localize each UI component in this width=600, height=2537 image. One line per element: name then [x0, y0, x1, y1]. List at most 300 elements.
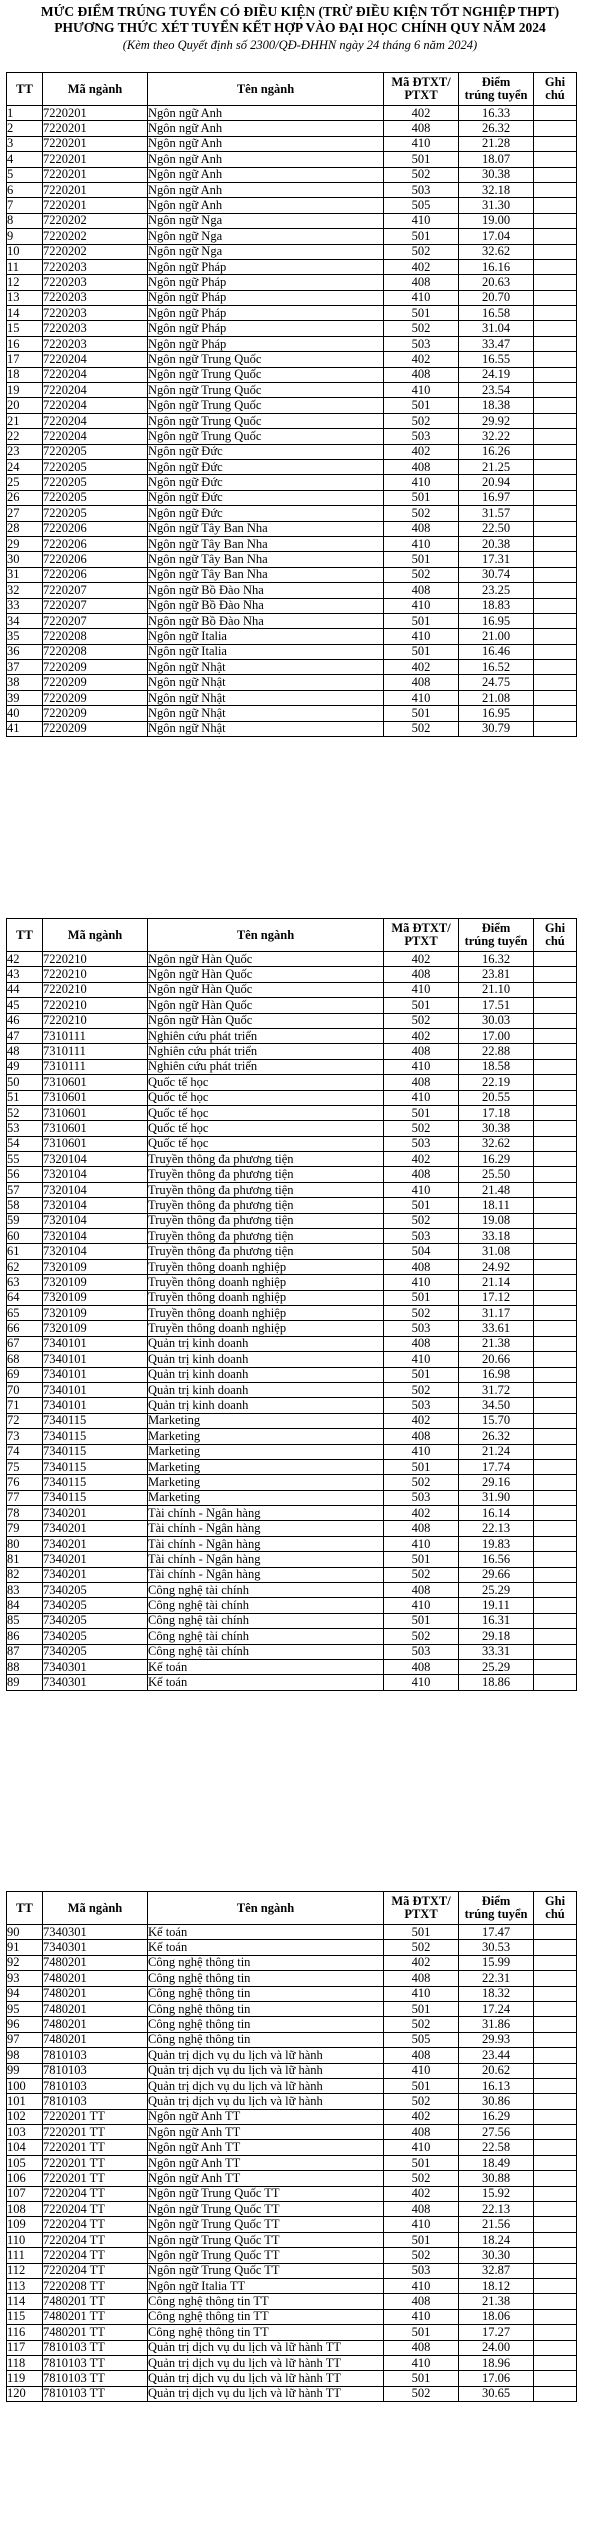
cell-diem: 17.51 — [459, 998, 534, 1013]
cell-ma-nganh: 7810103 TT — [43, 2386, 148, 2401]
cell-ghi-chu — [534, 1583, 577, 1598]
cell-ma-dtxt: 505 — [384, 2032, 459, 2047]
cell-ma-nganh: 7340101 — [43, 1398, 148, 1413]
cell-ma-dtxt: 402 — [384, 1152, 459, 1167]
cell-ma-nganh: 7320104 — [43, 1229, 148, 1244]
cell-diem: 18.24 — [459, 2232, 534, 2247]
cell-ghi-chu — [534, 967, 577, 982]
cell-ten-nganh: Ngôn ngữ Trung Quốc TT — [148, 2248, 384, 2263]
cell-diem: 30.74 — [459, 567, 534, 582]
cell-tt: 84 — [7, 1598, 43, 1613]
cell-ma-nganh: 7310111 — [43, 1059, 148, 1074]
cell-ma-nganh: 7220203 — [43, 259, 148, 274]
cell-ma-nganh: 7220205 — [43, 475, 148, 490]
cell-ghi-chu — [534, 1925, 577, 1940]
cell-ghi-chu — [534, 2171, 577, 2186]
cell-tt: 63 — [7, 1275, 43, 1290]
cell-diem: 26.32 — [459, 1429, 534, 1444]
cell-ten-nganh: Tài chính - Ngân hàng — [148, 1506, 384, 1521]
cell-ma-dtxt: 410 — [384, 690, 459, 705]
cell-ma-dtxt: 408 — [384, 367, 459, 382]
cell-tt: 91 — [7, 1940, 43, 1955]
cell-ma-dtxt: 501 — [384, 1367, 459, 1382]
cell-ghi-chu — [534, 2202, 577, 2217]
cell-ghi-chu — [534, 475, 577, 490]
cell-ghi-chu — [534, 1321, 577, 1336]
header-ghi-chu-text: chú — [545, 1907, 565, 1921]
cell-diem: 29.92 — [459, 413, 534, 428]
cell-ghi-chu — [534, 1213, 577, 1228]
cell-ma-nganh: 7340205 — [43, 1613, 148, 1628]
cell-ma-nganh: 7320104 — [43, 1167, 148, 1182]
header-ma-dtxt-text: PTXT — [404, 934, 438, 948]
cell-ma-nganh: 7340205 — [43, 1583, 148, 1598]
header-diem — [459, 1892, 534, 1925]
table-row — [7, 1090, 577, 1105]
cell-diem: 33.47 — [459, 336, 534, 351]
cell-ten-nganh: Truyền thông đa phương tiện — [148, 1229, 384, 1244]
cell-diem: 17.31 — [459, 552, 534, 567]
cell-ma-dtxt: 501 — [384, 2371, 459, 2386]
cell-ma-nganh: 7220209 — [43, 675, 148, 690]
table-row — [7, 398, 577, 413]
table-row — [7, 367, 577, 382]
cell-ten-nganh: Ngôn ngữ Anh — [148, 182, 384, 197]
cell-ma-nganh: 7340201 — [43, 1521, 148, 1536]
table-row — [7, 2048, 577, 2063]
cell-ghi-chu — [534, 1075, 577, 1090]
cell-ten-nganh: Ngôn ngữ Trung Quốc TT — [148, 2263, 384, 2278]
cell-ma-nganh: 7320109 — [43, 1305, 148, 1320]
cell-ma-nganh: 7340201 — [43, 1552, 148, 1567]
cell-ten-nganh: Công nghệ thông tin TT — [148, 2294, 384, 2309]
cell-diem: 25.50 — [459, 1167, 534, 1182]
cell-ten-nganh: Ngôn ngữ Anh TT — [148, 2171, 384, 2186]
table-row — [7, 2355, 577, 2370]
table-row — [7, 475, 577, 490]
cell-ghi-chu — [534, 1352, 577, 1367]
cell-tt: 44 — [7, 982, 43, 997]
cell-diem: 25.29 — [459, 1659, 534, 1674]
cell-ma-dtxt: 410 — [384, 1090, 459, 1105]
cell-ma-nganh: 7480201 — [43, 2001, 148, 2016]
cell-ma-dtxt: 501 — [384, 2325, 459, 2340]
table-row — [7, 2325, 577, 2340]
cell-tt: 27 — [7, 506, 43, 521]
cell-tt: 33 — [7, 598, 43, 613]
cell-ten-nganh: Ngôn ngữ Hàn Quốc — [148, 952, 384, 967]
cell-ma-nganh: 7340301 — [43, 1940, 148, 1955]
cell-diem: 31.08 — [459, 1244, 534, 1259]
cell-diem: 20.63 — [459, 275, 534, 290]
cell-tt: 4 — [7, 152, 43, 167]
cell-ten-nganh: Ngôn ngữ Tây Ban Nha — [148, 536, 384, 551]
cell-diem: 21.08 — [459, 690, 534, 705]
table-row — [7, 213, 577, 228]
cell-ma-dtxt: 410 — [384, 2217, 459, 2232]
table-row — [7, 2063, 577, 2078]
cell-diem: 16.13 — [459, 2078, 534, 2093]
cell-ghi-chu — [534, 2063, 577, 2078]
cell-tt: 3 — [7, 136, 43, 151]
cell-tt: 5 — [7, 167, 43, 182]
cell-ten-nganh: Ngôn ngữ Tây Ban Nha — [148, 567, 384, 582]
cell-tt: 62 — [7, 1259, 43, 1274]
cell-tt: 42 — [7, 952, 43, 967]
cell-ma-dtxt: 410 — [384, 629, 459, 644]
table-row — [7, 2171, 577, 2186]
cell-diem: 30.53 — [459, 1940, 534, 1955]
table-row — [7, 1971, 577, 1986]
cell-diem: 22.13 — [459, 2202, 534, 2217]
header-ma-dtxt-text: PTXT — [404, 88, 438, 102]
cell-ten-nganh: Truyền thông doanh nghiệp — [148, 1305, 384, 1320]
cell-diem: 33.18 — [459, 1229, 534, 1244]
cell-ghi-chu — [534, 598, 577, 613]
cell-diem: 16.16 — [459, 259, 534, 274]
cell-tt: 41 — [7, 721, 43, 736]
cell-ma-dtxt: 502 — [384, 2094, 459, 2109]
table-row — [7, 536, 577, 551]
cell-ghi-chu — [534, 1229, 577, 1244]
cell-ten-nganh: Truyền thông đa phương tiện — [148, 1198, 384, 1213]
cell-ma-dtxt: 501 — [384, 152, 459, 167]
table-row — [7, 1552, 577, 1567]
cell-ma-dtxt: 502 — [384, 167, 459, 182]
cell-ma-dtxt: 402 — [384, 660, 459, 675]
cell-ten-nganh: Ngôn ngữ Bồ Đào Nha — [148, 613, 384, 628]
cell-diem: 24.00 — [459, 2340, 534, 2355]
cell-ten-nganh: Ngôn ngữ Pháp — [148, 259, 384, 274]
cell-ghi-chu — [534, 1305, 577, 1320]
cell-diem: 20.55 — [459, 1090, 534, 1105]
cell-diem: 16.46 — [459, 644, 534, 659]
cell-ghi-chu — [534, 1105, 577, 1120]
cell-tt: 87 — [7, 1644, 43, 1659]
title-line-1: MỨC ĐIỂM TRÚNG TUYỂN CÓ ĐIỀU KIỆN (TRỪ ĐIỀU KIỆN TỐT NGHIỆP THPT) — [40, 4, 560, 19]
cell-ma-dtxt: 408 — [384, 1044, 459, 1059]
cell-tt: 81 — [7, 1552, 43, 1567]
cell-ma-dtxt: 410 — [384, 1352, 459, 1367]
table-row — [7, 2140, 577, 2155]
cell-ghi-chu — [534, 982, 577, 997]
cell-ten-nganh: Kế toán — [148, 1659, 384, 1674]
cell-diem: 23.25 — [459, 583, 534, 598]
table-row — [7, 275, 577, 290]
cell-diem: 18.86 — [459, 1675, 534, 1690]
cell-ma-dtxt: 410 — [384, 2140, 459, 2155]
cell-ma-nganh: 7340205 — [43, 1629, 148, 1644]
cell-tt: 55 — [7, 1152, 43, 1167]
cell-ma-dtxt: 502 — [384, 1382, 459, 1397]
table-row — [7, 1398, 577, 1413]
cell-ma-nganh: 7220206 — [43, 567, 148, 582]
cell-ghi-chu — [534, 1659, 577, 1674]
cell-ten-nganh: Ngôn ngữ Đức — [148, 444, 384, 459]
table-row — [7, 1028, 577, 1043]
cell-ten-nganh: Nghiên cứu phát triển — [148, 1059, 384, 1074]
cell-ten-nganh: Công nghệ thông tin — [148, 2017, 384, 2032]
cell-ghi-chu — [534, 259, 577, 274]
table-row — [7, 167, 577, 182]
cell-diem: 16.56 — [459, 1552, 534, 1567]
cell-ten-nganh: Ngôn ngữ Đức — [148, 475, 384, 490]
cell-ma-nganh: 7220203 — [43, 306, 148, 321]
header-ma-dtxt-text: Mã ĐTXT/ — [391, 921, 451, 935]
cell-ten-nganh: Quốc tế học — [148, 1090, 384, 1105]
cell-tt: 101 — [7, 2094, 43, 2109]
cell-ma-dtxt: 408 — [384, 1167, 459, 1182]
cell-ma-nganh: 7340201 — [43, 1567, 148, 1582]
cell-ten-nganh: Công nghệ thông tin — [148, 2032, 384, 2047]
cell-tt: 11 — [7, 259, 43, 274]
cell-ma-nganh: 7340115 — [43, 1490, 148, 1505]
cell-ma-nganh: 7220201 — [43, 198, 148, 213]
cell-ghi-chu — [534, 1090, 577, 1105]
header-diem-text: Điểm — [481, 1894, 511, 1908]
cell-ghi-chu — [534, 182, 577, 197]
cell-ma-dtxt: 503 — [384, 1321, 459, 1336]
header-ghi-chu — [534, 1892, 577, 1925]
cell-ma-nganh: 7340205 — [43, 1598, 148, 1613]
table-row — [7, 1198, 577, 1213]
cell-ma-dtxt: 410 — [384, 383, 459, 398]
cell-ma-nganh: 7220202 — [43, 213, 148, 228]
cell-ghi-chu — [534, 367, 577, 382]
cell-ten-nganh: Công nghệ tài chính — [148, 1583, 384, 1598]
cell-ma-dtxt: 410 — [384, 536, 459, 551]
cell-ghi-chu — [534, 1598, 577, 1613]
cell-ten-nganh: Truyền thông doanh nghiệp — [148, 1290, 384, 1305]
cell-ghi-chu — [534, 1044, 577, 1059]
cell-ten-nganh: Ngôn ngữ Trung Quốc — [148, 352, 384, 367]
table-row — [7, 1182, 577, 1197]
table-row — [7, 690, 577, 705]
cell-ma-nganh: 7220210 — [43, 1013, 148, 1028]
cell-ma-nganh: 7220206 — [43, 536, 148, 551]
cell-ma-nganh: 7480201 — [43, 2032, 148, 2047]
cell-ten-nganh: Công nghệ tài chính — [148, 1598, 384, 1613]
cell-diem: 16.26 — [459, 444, 534, 459]
cell-tt: 92 — [7, 1955, 43, 1970]
cell-ten-nganh: Truyền thông đa phương tiện — [148, 1182, 384, 1197]
cell-ma-dtxt: 408 — [384, 2048, 459, 2063]
cell-ten-nganh: Quản trị kinh doanh — [148, 1336, 384, 1351]
cell-ma-dtxt: 408 — [384, 1971, 459, 1986]
cell-ma-dtxt: 410 — [384, 475, 459, 490]
cell-diem: 18.58 — [459, 1059, 534, 1074]
cell-tt: 112 — [7, 2263, 43, 2278]
cell-ten-nganh: Ngôn ngữ Bồ Đào Nha — [148, 583, 384, 598]
cell-tt: 17 — [7, 352, 43, 367]
header-ghi-chu-text: chú — [545, 88, 565, 102]
cell-ma-nganh: 7480201 TT — [43, 2309, 148, 2324]
cell-diem: 32.18 — [459, 182, 534, 197]
table-row — [7, 1675, 577, 1690]
cell-tt: 14 — [7, 306, 43, 321]
admission-table-3 — [6, 1891, 577, 2402]
cell-diem: 20.38 — [459, 536, 534, 551]
cell-diem: 18.07 — [459, 152, 534, 167]
cell-diem: 16.31 — [459, 1613, 534, 1628]
cell-ma-dtxt: 408 — [384, 121, 459, 136]
cell-ghi-chu — [534, 1475, 577, 1490]
cell-ghi-chu — [534, 244, 577, 259]
cell-diem: 19.00 — [459, 213, 534, 228]
table-row — [7, 629, 577, 644]
cell-ten-nganh: Ngôn ngữ Anh — [148, 152, 384, 167]
header-ma-nganh-text: Mã ngành — [67, 81, 123, 96]
cell-ma-dtxt: 501 — [384, 229, 459, 244]
cell-ma-nganh: 7220210 — [43, 998, 148, 1013]
cell-tt: 94 — [7, 1986, 43, 2001]
cell-ma-dtxt: 501 — [384, 1290, 459, 1305]
cell-diem: 30.38 — [459, 1121, 534, 1136]
cell-tt: 103 — [7, 2125, 43, 2140]
header-ghi-chu-text: Ghi — [544, 1894, 566, 1908]
cell-diem: 21.48 — [459, 1182, 534, 1197]
table-row — [7, 1986, 577, 2001]
cell-ma-nganh: 7340101 — [43, 1382, 148, 1397]
cell-ten-nganh: Công nghệ tài chính — [148, 1613, 384, 1628]
cell-ma-nganh: 7320109 — [43, 1321, 148, 1336]
table-row — [7, 1305, 577, 1320]
cell-ten-nganh: Ngôn ngữ Trung Quốc TT — [148, 2186, 384, 2201]
cell-ma-nganh: 7220204 — [43, 352, 148, 367]
table-row — [7, 1536, 577, 1551]
header-diem-text: Điểm — [481, 75, 511, 89]
cell-ma-nganh: 7480201 TT — [43, 2294, 148, 2309]
cell-tt: 74 — [7, 1444, 43, 1459]
cell-ten-nganh: Ngôn ngữ Trung Quốc — [148, 367, 384, 382]
cell-ma-nganh: 7220203 — [43, 290, 148, 305]
cell-ma-dtxt: 402 — [384, 106, 459, 121]
cell-ghi-chu — [534, 2155, 577, 2170]
cell-tt: 104 — [7, 2140, 43, 2155]
cell-diem: 22.50 — [459, 521, 534, 536]
cell-ma-nganh: 7220204 TT — [43, 2232, 148, 2247]
cell-ma-nganh: 7480201 TT — [43, 2325, 148, 2340]
cell-ma-dtxt: 503 — [384, 1136, 459, 1151]
cell-ma-nganh: 7220203 — [43, 321, 148, 336]
cell-ghi-chu — [534, 213, 577, 228]
cell-ten-nganh: Ngôn ngữ Tây Ban Nha — [148, 521, 384, 536]
cell-diem: 22.19 — [459, 1075, 534, 1090]
cell-diem: 16.95 — [459, 613, 534, 628]
cell-ma-dtxt: 408 — [384, 583, 459, 598]
cell-ghi-chu — [534, 644, 577, 659]
cell-ma-nganh: 7220208 TT — [43, 2278, 148, 2293]
cell-ma-dtxt: 501 — [384, 306, 459, 321]
cell-ma-dtxt: 502 — [384, 1213, 459, 1228]
cell-diem: 18.32 — [459, 1986, 534, 2001]
table-row — [7, 490, 577, 505]
cell-ma-nganh: 7480201 — [43, 1971, 148, 1986]
table-row — [7, 259, 577, 274]
cell-tt: 32 — [7, 583, 43, 598]
cell-tt: 39 — [7, 690, 43, 705]
table-row — [7, 2001, 577, 2016]
cell-tt: 72 — [7, 1413, 43, 1428]
cell-ma-dtxt: 410 — [384, 2278, 459, 2293]
cell-diem: 18.38 — [459, 398, 534, 413]
cell-tt: 71 — [7, 1398, 43, 1413]
cell-ma-dtxt: 502 — [384, 2017, 459, 2032]
cell-ma-dtxt: 502 — [384, 2248, 459, 2263]
cell-diem: 17.74 — [459, 1459, 534, 1474]
table-row — [7, 1629, 577, 1644]
cell-ghi-chu — [534, 121, 577, 136]
cell-diem: 29.66 — [459, 1567, 534, 1582]
cell-ma-nganh: 7220205 — [43, 459, 148, 474]
cell-diem: 27.56 — [459, 2125, 534, 2140]
cell-ghi-chu — [534, 2371, 577, 2386]
cell-ma-dtxt: 408 — [384, 459, 459, 474]
cell-ten-nganh: Quản trị dịch vụ du lịch và lữ hành — [148, 2048, 384, 2063]
cell-diem: 24.92 — [459, 1259, 534, 1274]
table-row — [7, 1955, 577, 1970]
cell-ma-nganh: 7320104 — [43, 1244, 148, 1259]
cell-ma-nganh: 7340115 — [43, 1459, 148, 1474]
cell-ghi-chu — [534, 2248, 577, 2263]
cell-diem: 16.29 — [459, 1152, 534, 1167]
table-row — [7, 1105, 577, 1120]
cell-ma-dtxt: 502 — [384, 1121, 459, 1136]
cell-ten-nganh: Nghiên cứu phát triển — [148, 1028, 384, 1043]
table-row — [7, 1490, 577, 1505]
cell-ghi-chu — [534, 675, 577, 690]
cell-ten-nganh: Marketing — [148, 1429, 384, 1444]
cell-diem: 18.11 — [459, 1198, 534, 1213]
cell-tt: 45 — [7, 998, 43, 1013]
cell-ma-nganh: 7340101 — [43, 1367, 148, 1382]
table-row — [7, 136, 577, 151]
cell-ten-nganh: Ngôn ngữ Trung Quốc — [148, 398, 384, 413]
cell-tt: 102 — [7, 2109, 43, 2124]
table-row — [7, 1121, 577, 1136]
header-ten-nganh — [148, 919, 384, 952]
cell-ghi-chu — [534, 952, 577, 967]
cell-ghi-chu — [534, 2125, 577, 2140]
table-row — [7, 121, 577, 136]
cell-ghi-chu — [534, 2263, 577, 2278]
header-ma-dtxt-text: Mã ĐTXT/ — [391, 1894, 451, 1908]
cell-ten-nganh: Ngôn ngữ Pháp — [148, 306, 384, 321]
cell-ten-nganh: Tài chính - Ngân hàng — [148, 1521, 384, 1536]
cell-ten-nganh: Tài chính - Ngân hàng — [148, 1536, 384, 1551]
cell-ma-nganh: 7340201 — [43, 1536, 148, 1551]
cell-tt: 88 — [7, 1659, 43, 1674]
cell-diem: 21.24 — [459, 1444, 534, 1459]
table-row — [7, 552, 577, 567]
cell-tt: 28 — [7, 521, 43, 536]
cell-ma-nganh: 7340301 — [43, 1925, 148, 1940]
cell-diem: 18.96 — [459, 2355, 534, 2370]
cell-ma-dtxt: 410 — [384, 2355, 459, 2370]
cell-tt: 10 — [7, 244, 43, 259]
cell-ten-nganh: Quản trị kinh doanh — [148, 1382, 384, 1397]
table-row — [7, 229, 577, 244]
table-row — [7, 2078, 577, 2093]
cell-ten-nganh: Công nghệ thông tin TT — [148, 2309, 384, 2324]
cell-ghi-chu — [534, 1382, 577, 1397]
cell-ma-nganh: 7220204 — [43, 413, 148, 428]
cell-diem: 34.50 — [459, 1398, 534, 1413]
table-row — [7, 2371, 577, 2386]
header-ghi-chu-text: Ghi — [544, 75, 566, 89]
cell-ghi-chu — [534, 1490, 577, 1505]
cell-ma-nganh: 7320104 — [43, 1213, 148, 1228]
